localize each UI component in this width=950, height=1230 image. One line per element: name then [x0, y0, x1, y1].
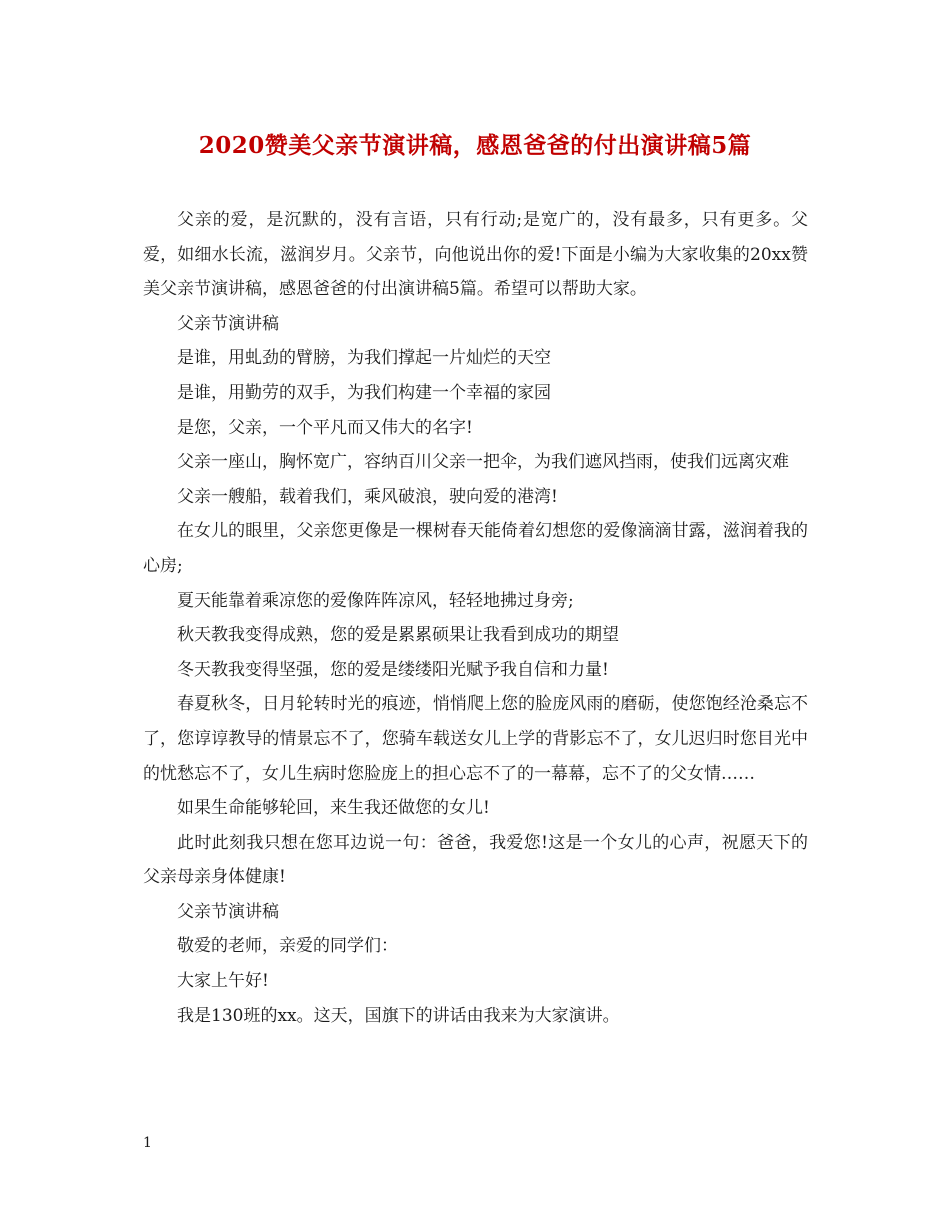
- document-title: 2020赞美父亲节演讲稿，感恩爸爸的付出演讲稿5篇: [198, 132, 752, 159]
- paragraph: 如果生命能够轮回，来生我还做您的女儿!: [177, 798, 490, 819]
- document-body: [143, 203, 808, 1033]
- intro-paragraph: 父亲的爱，是沉默的，没有言语，只有行动;是宽广的，没有最多，只有更多。父爱，如细水长流，滋润岁月。父亲节，向他说出你的爱!下面是小编为大家收集的20xx赞美父亲节演讲稿，感恩爸爸的付出演讲稿5篇。希望可以帮助大家。: [143, 210, 808, 300]
- paragraph: 春夏秋冬，日月轮转时光的痕迹，悄悄爬上您的脸庞风雨的磨砺，使您饱经沧桑忘不了，您谆谆教导的情景忘不了，您骑车载送女儿上学的背影忘不了，女儿迟归时您目光中的忧愁忘不了，女儿生病时您脸庞上的担心忘不了的一幕幕，忘不了的父女情……: [143, 694, 808, 784]
- paragraph: 秋天教我变得成熟，您的爱是累累硕果让我看到成功的期望: [177, 625, 619, 646]
- paragraph: 是谁，用勤劳的双手，为我们构建一个幸福的家园: [177, 382, 551, 403]
- paragraph: 大家上午好!: [177, 971, 269, 992]
- paragraph: 是您，父亲，一个平凡而又伟大的名字!: [177, 417, 473, 438]
- paragraph: 敬爱的老师，亲爱的同学们：: [177, 936, 398, 957]
- paragraph: 在女儿的眼里，父亲您更像是一棵树春天能倚着幻想您的爱像滴滴甘露，滋润着我的心房;: [143, 521, 808, 576]
- section-heading: 父亲节演讲稿: [177, 313, 279, 334]
- paragraph: 我是130班的xx。这天，国旗下的讲话由我来为大家演讲。: [177, 1005, 620, 1026]
- paragraph: 父亲一艘船，载着我们，乘风破浪，驶向爱的港湾!: [177, 486, 558, 507]
- section-heading: 父亲节演讲稿: [177, 901, 279, 922]
- paragraph: 父亲一座山，胸怀宽广，容纳百川父亲一把伞，为我们遮风挡雨，使我们远离灾难: [177, 452, 789, 473]
- paragraph: 夏天能靠着乘凉您的爱像阵阵凉风，轻轻地拂过身旁;: [177, 590, 574, 611]
- paragraph: 此时此刻我只想在您耳边说一句：爸爸，我爱您!这是一个女儿的心声，祝愿天下的父亲母亲身体健康!: [143, 832, 808, 888]
- page-number: 1: [143, 1135, 152, 1151]
- paragraph: 是谁，用虬劲的臂膀，为我们撑起一片灿烂的天空: [177, 348, 551, 369]
- paragraph: 冬天教我变得坚强，您的爱是缕缕阳光赋予我自信和力量!: [177, 659, 609, 680]
